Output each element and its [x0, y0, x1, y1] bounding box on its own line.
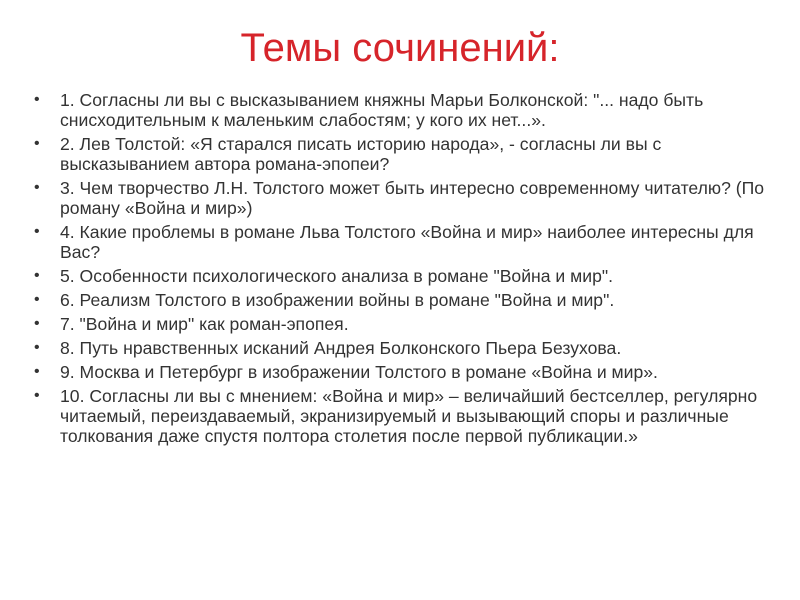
- list-item: [34, 314, 779, 334]
- list-item: [34, 178, 779, 218]
- list-item-text: 5. Особенности психологического анализа в романе "Война и мир".: [60, 266, 613, 286]
- list-item-text: 6. Реализм Толстого в изображении войны в романе "Война и мир".: [60, 290, 615, 310]
- list-item: [34, 222, 779, 262]
- topics-list: [34, 90, 779, 450]
- bullet-icon: •: [34, 267, 40, 284]
- list-item-text: 9. Москва и Петербург в изображении Толстого в романе «Война и мир».: [60, 362, 658, 382]
- bullet-icon: •: [34, 135, 40, 152]
- list-item-text: 1. Согласны ли вы с высказыванием княжны Марьи Болконской: "... надо быть снисходительным к маленьким слабостям; у кого их нет...».: [60, 90, 704, 130]
- bullet-icon: •: [34, 179, 40, 196]
- list-item: [34, 290, 779, 310]
- list-item: [34, 90, 779, 130]
- bullet-icon: •: [34, 363, 40, 380]
- list-item: [34, 134, 779, 174]
- bullet-icon: •: [34, 91, 40, 108]
- bullet-icon: •: [34, 387, 40, 404]
- list-item-text: 8. Путь нравственных исканий Андрея Болконского Пьера Безухова.: [60, 338, 622, 358]
- list-item: [34, 386, 779, 446]
- bullet-icon: •: [34, 315, 40, 332]
- list-item-text: 2. Лев Толстой: «Я старался писать историю народа», - согласны ли вы с высказыванием автора романа-эпопеи?: [60, 134, 662, 174]
- list-item-text: 3. Чем творчество Л.Н. Толстого может быть интересно современному читателю? (По роману «Война и мир»): [60, 178, 765, 218]
- list-item: [34, 266, 779, 286]
- list-item-text: 7. "Война и мир" как роман-эпопея.: [60, 314, 349, 334]
- bullet-icon: •: [34, 223, 40, 240]
- bullet-icon: •: [34, 291, 40, 308]
- list-item-text: 4. Какие проблемы в романе Льва Толстого «Война и мир» наиболее интересны для Вас?: [60, 222, 754, 262]
- slide-title: Темы сочинений:: [240, 26, 560, 70]
- list-item: [34, 338, 779, 358]
- bullet-icon: •: [34, 339, 40, 356]
- list-item-text: 10. Согласны ли вы с мнением: «Война и мир» – величайший бестселлер, регулярно читаемый, переиздаваемый, экранизируемый и вызывающий споры и различные толкования даже спустя полтора столетия после первой публикации.»: [60, 386, 758, 446]
- list-item: [34, 362, 779, 382]
